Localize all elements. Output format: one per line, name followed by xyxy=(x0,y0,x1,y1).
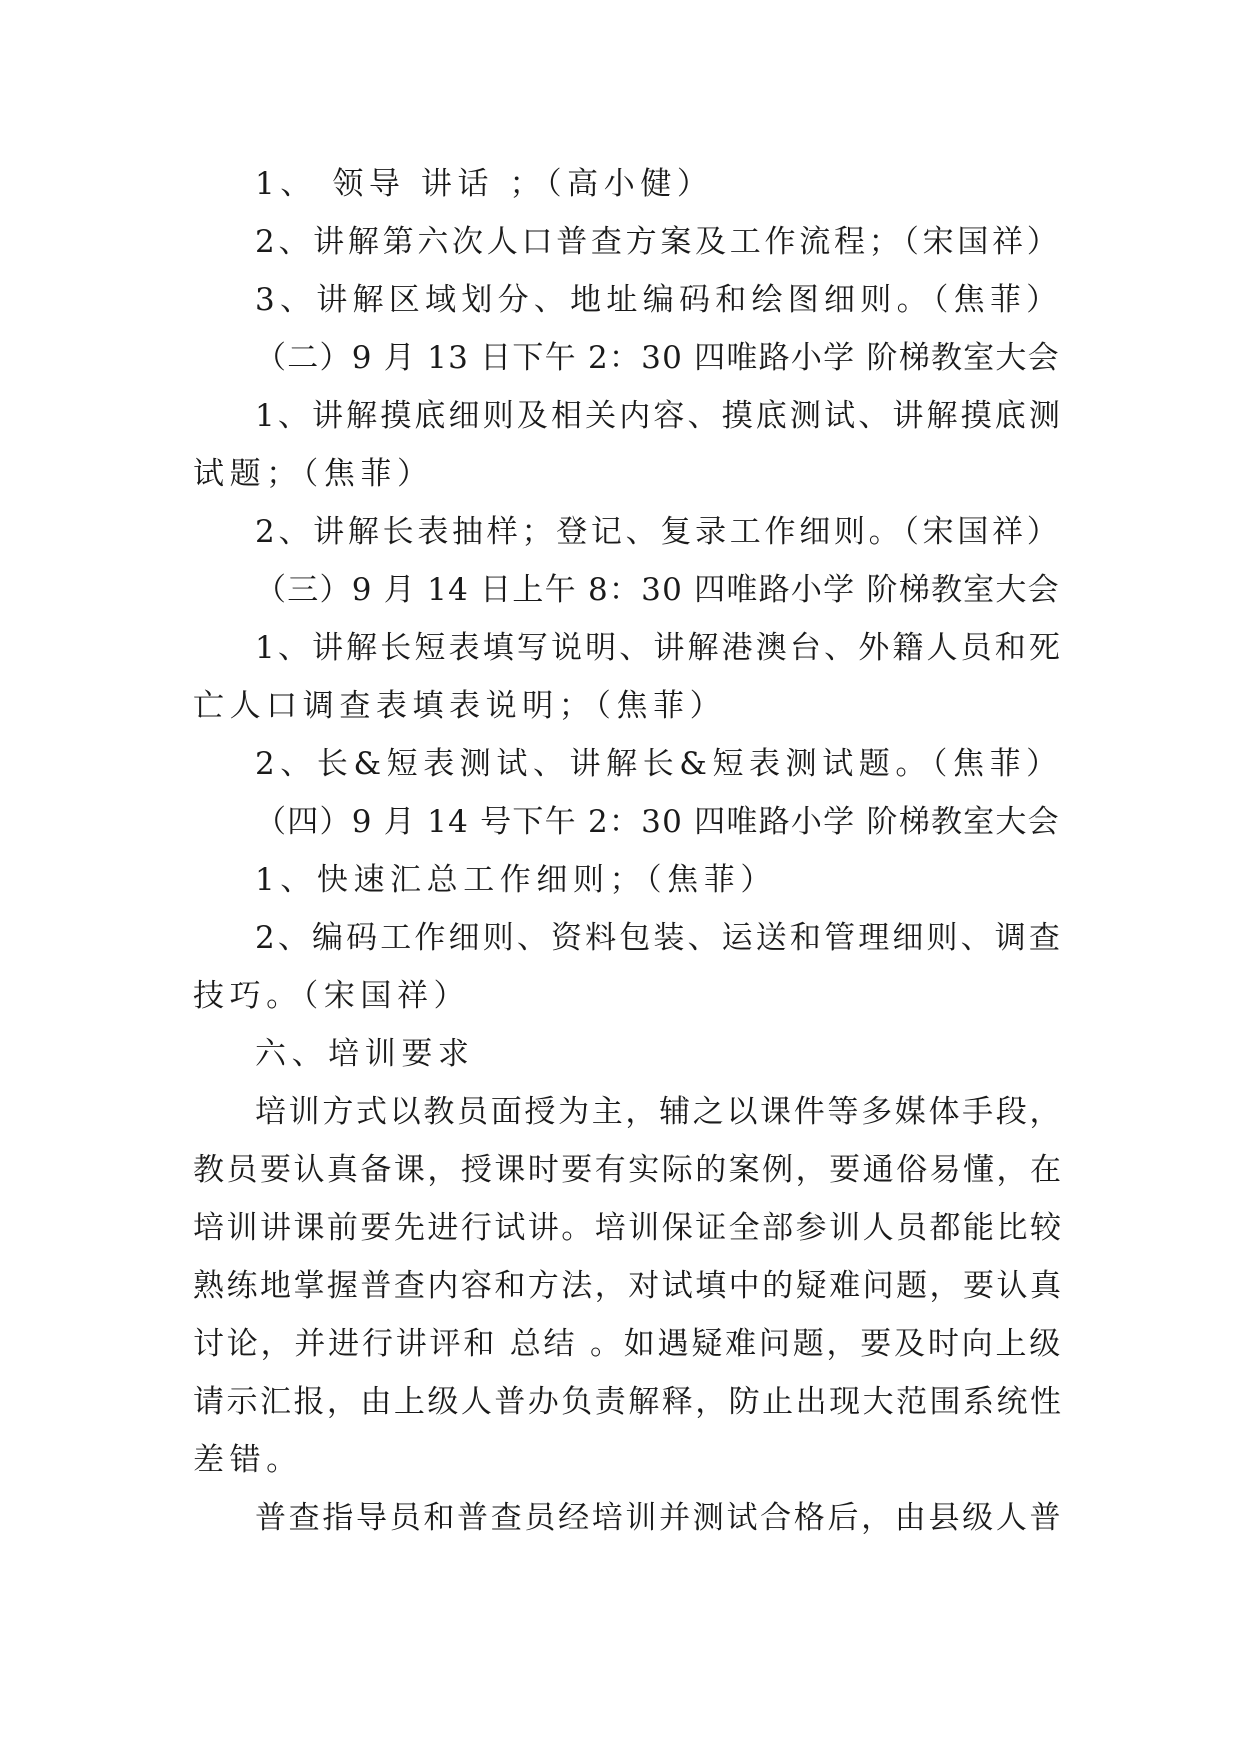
text-line: 1、讲解摸底细则及相关内容、摸底测试、讲解摸底测 xyxy=(255,398,1063,434)
text-line: 差错。 xyxy=(193,1442,303,1478)
text-line: 教员要认真备课，授课时要有实际的案例，要通俗易懂，在 xyxy=(193,1152,1064,1188)
text-line: 培训方式以教员面授为主，辅之以课件等多媒体手段， xyxy=(255,1094,1063,1130)
text-line: 试题；（焦菲） xyxy=(193,456,434,492)
text-line: 1、讲解长短表填写说明、讲解港澳台、外籍人员和死 xyxy=(255,630,1063,666)
text-line: 技巧。（宋国祥） xyxy=(193,978,471,1014)
text-line: 普查指导员和普查员经培训并测试合格后，由县级人普 xyxy=(255,1500,1063,1536)
text-line: 熟练地掌握普查内容和方法，对试填中的疑难问题，要认真 xyxy=(193,1268,1064,1304)
text-line: （二）9 月 13 日下午 2：30 四唯路小学 阶梯教室大会 xyxy=(255,340,1060,376)
text-line: 1、 领导 讲话 ；（高小健） xyxy=(255,166,714,202)
text-line: （四）9 月 14 号下午 2：30 四唯路小学 阶梯教室大会 xyxy=(255,804,1060,840)
document-page xyxy=(193,155,1063,1547)
text-line: 培训讲课前要先进行试讲。培训保证全部参训人员都能比较 xyxy=(193,1210,1064,1246)
text-line: 2、讲解长表抽样；登记、复录工作细则。（宋国祥） xyxy=(255,514,1062,550)
text-line: 亡人口调查表填表说明；（焦菲） xyxy=(193,688,727,724)
text-line: 1、快速汇总工作细则；（焦菲） xyxy=(255,862,777,898)
text-line: 请示汇报，由上级人普办负责解释，防止出现大范围系统性 xyxy=(193,1384,1064,1420)
text-line: 2、讲解第六次人口普查方案及工作流程；（宋国祥） xyxy=(255,224,1062,260)
text-line: 3、讲解区域划分、地址编码和绘图细则。（焦菲） xyxy=(255,282,1063,318)
text-line: 六、培训要求 xyxy=(255,1036,475,1072)
text-line: 2、编码工作细则、资料包装、运送和管理细则、调查 xyxy=(255,920,1063,956)
text-line: 讨论，并进行讲评和 总结 。如遇疑难问题，要及时向上级 xyxy=(193,1326,1064,1362)
text-line: （三）9 月 14 日上午 8：30 四唯路小学 阶梯教室大会 xyxy=(255,572,1060,608)
text-line: 2、长&短表测试、讲解长&短表测试题。（焦菲） xyxy=(255,746,1063,782)
